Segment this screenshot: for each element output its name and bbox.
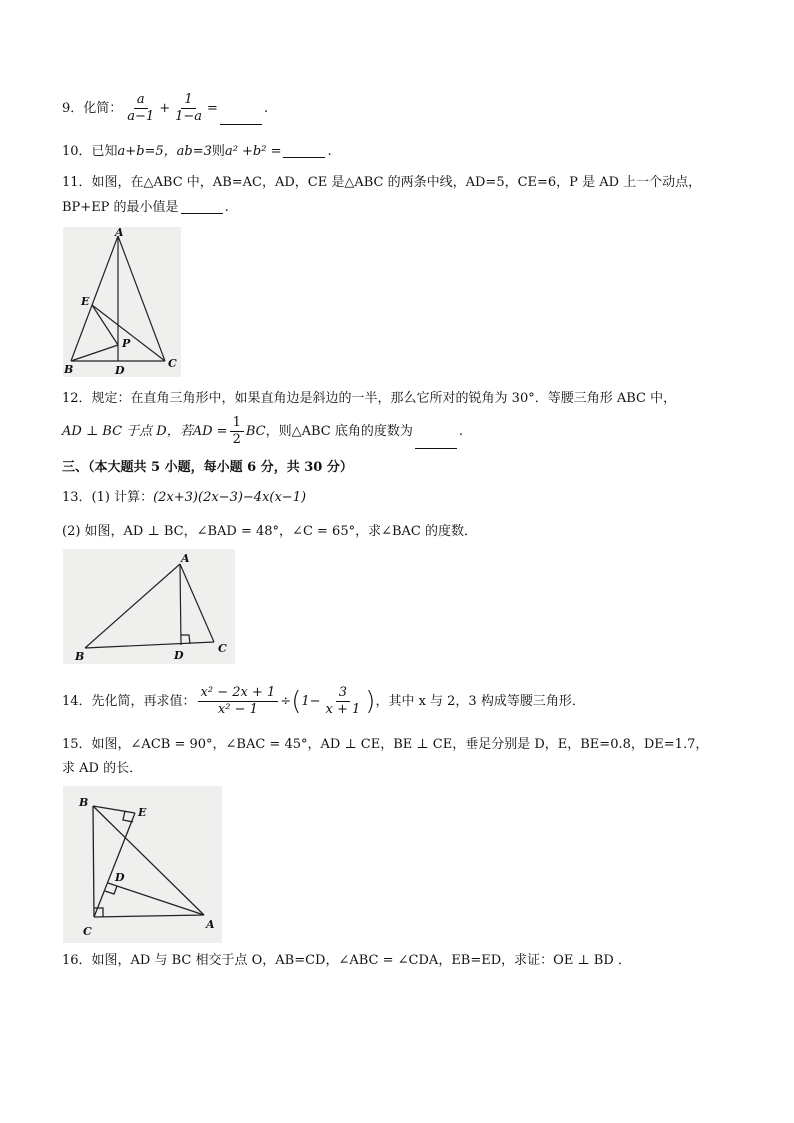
q11-label-a: A — [115, 227, 124, 239]
q13-label-c: C — [218, 642, 227, 655]
q11-label-d: D — [115, 364, 125, 377]
q13-label-b: B — [75, 650, 85, 663]
q11-label-e: E — [81, 295, 90, 308]
q9-fraction-2: $\frac{1}{1-a}$ — [175, 92, 203, 124]
q13-figure-triangle — [63, 549, 235, 664]
q15-label-c: C — [83, 925, 92, 938]
question-12-line-2: AD ⊥ BC 于点 D，若AD = $\frac{1}{2}$ BC，则△ABC 底角的度数为 . — [62, 415, 464, 447]
question-13-part-1: 13．(1) 计算：(2x+3)(2x−3)−4x(x−1) — [62, 490, 307, 505]
q12-fraction-half: $\frac{1}{2}$ — [230, 415, 244, 448]
question-11-line-1: 11．如图，在△ABC 中，AB=AC，AD，CE 是△ABC 的两条中线，AD=5，CE=6，P 是 AD 上一个动点， — [62, 175, 702, 190]
question-12-line-1: 12．规定：在直角三角形中，如果直角边是斜边的一半，那么它所对的锐角为 30°．等腰三角形 ABC 中， — [62, 391, 677, 406]
q14-fraction-2: $\frac{3}{x + 1}$ — [325, 685, 361, 717]
q15-label-b: B — [79, 796, 89, 809]
q10-answer-blank[interactable] — [283, 156, 325, 158]
q9-fraction-1: $\frac{a}{a-1}$ — [127, 92, 155, 124]
q11-figure-triangle — [63, 227, 181, 377]
section-3-heading: 三、（本大题共 5 小题，每小题 6 分，共 30 分） — [62, 460, 353, 475]
q11-label-b: B — [64, 363, 74, 376]
question-13-part-2: (2) 如图，AD ⊥ BC，∠BAD = 48°，∠C = 65°，求∠BAC 的度数． — [62, 524, 477, 539]
question-15-line-2: 求 AD 的长． — [62, 761, 143, 776]
q15-label-e: E — [138, 806, 147, 819]
q9-answer-blank[interactable] — [220, 123, 262, 125]
q13-label-a: A — [181, 552, 190, 565]
q15-label-d: D — [115, 871, 125, 884]
q15-figure-triangle — [63, 786, 222, 943]
q9-number: 9．化简： — [62, 101, 123, 116]
question-14: 14．先化简，再求值： $\frac{\text{x² − 2x + 1}}{\text{x² − 1}}$ ÷(1− $\frac{3}{x + 1}$ )，其中 x 与 2，3 构成等腰三角形． — [62, 685, 585, 717]
q13-label-d: D — [174, 649, 184, 662]
question-11-line-2: BP+EP 的最小值是 . — [62, 200, 229, 215]
q11-label-c: C — [168, 357, 177, 370]
question-9: 9．化简： $\frac{a}{a-1}$ + $\frac{1}{1-a}$ = . — [62, 92, 269, 124]
q15-label-a: A — [206, 918, 215, 931]
question-16: 16．如图，AD 与 BC 相交于点 O，AB=CD，∠ABC = ∠CDA，EB=ED，求证：OE ⊥ BD ． — [62, 953, 631, 968]
q12-answer-blank[interactable] — [415, 447, 457, 449]
question-10: 10．已知a+b=5，ab=3则a² +b² = . — [62, 144, 332, 159]
q14-fraction-1: $\frac{\text{x² − 2x + 1}}{\text{x² − 1}}$ — [198, 685, 279, 718]
q11-answer-blank[interactable] — [181, 212, 223, 214]
question-15-line-1: 15．如图，∠ACB = 90°，∠BAC = 45°，AD ⊥ CE，BE ⊥ CE，垂足分别是 D，E，BE=0.8，DE=1.7， — [62, 737, 709, 752]
q11-label-p: P — [122, 337, 131, 350]
